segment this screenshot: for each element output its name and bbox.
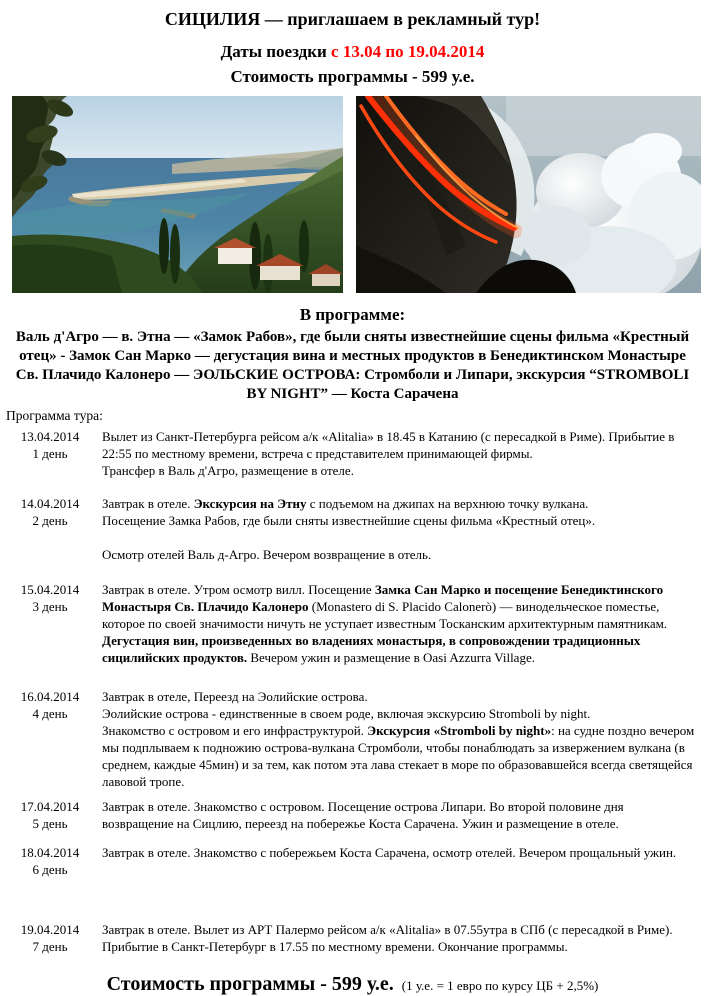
itinerary-row	[6, 844, 699, 878]
day-date-column	[6, 581, 94, 666]
day-date: 19.04.2014	[20, 922, 80, 937]
day-number: 7 день	[32, 939, 68, 954]
footer-price-note: (1 у.е. = 1 евро по курсу ЦБ + 2,5%)	[401, 978, 599, 993]
day-number: 1 день	[32, 446, 68, 461]
trip-dates-line	[6, 42, 699, 62]
itinerary-row	[6, 688, 699, 790]
day-description: Вылет из Санкт-Петербурга рейсом а/к «Alitalia» в 18.45 в Катанию (с пересадкой в Риме). Прибытие в 22:55 по местному времени, встреча с представителем принимающей фирмы. Трансфер в Валь д'Агро, размещение в отеле.	[102, 429, 675, 478]
trip-dates-label: Даты поездки	[220, 42, 332, 61]
itinerary-row	[6, 428, 699, 479]
day-date: 16.04.2014	[20, 689, 80, 704]
stromboli-lava-photo	[356, 96, 701, 293]
day-description: Завтрак в отеле. Знакомство с островом. Посещение острова Липари. Во второй половине дня возвращение на Сицлию, переезд на побережье Коста Сарачена. Ужин и размещение в отеле.	[102, 799, 624, 831]
day-date: 14.04.2014	[20, 496, 80, 511]
document-footer	[6, 973, 699, 996]
day-description: Завтрак в отеле. Вылет из АРТ Палермо рейсом а/к «Alitalia» в 07.55утра в СПб (с пересадкой в Риме). Прибытие в Санкт-Петербург в 17.55 по местному времени. Окончание программы.	[102, 922, 673, 954]
day-date-column	[6, 921, 94, 955]
day-date-column	[6, 844, 94, 878]
itinerary-row	[6, 495, 699, 563]
page-title: СИЦИЛИЯ — приглашаем в рекламный тур!	[164, 9, 541, 29]
footer-price: Стоимость программы - 599 у.е.	[106, 973, 394, 995]
itinerary-row	[6, 798, 699, 832]
day-date: 15.04.2014	[20, 582, 80, 597]
day-description: Завтрак в отеле. Экскурсия на Этну с подъемом на джипах на верхнюю точку вулкана. Посещение Замка Рабов, где были сняты известнейшие сцены фильма «Крестный отец». Осмотр отелей Валь д-Агро. Вечером возвращение в отель.	[102, 496, 596, 562]
day-date-column	[6, 688, 94, 790]
trip-dates-value: с 13.04 по 19.04.2014	[331, 42, 485, 61]
day-description: Завтрак в отеле, Переезд на Эолийские острова. Эолийские острова - единственные в своем роде, включая экскурсию Stromboli by night. Знакомство с островом и его инфраструктурой. Экскурсия «Stromboli by night»: на судне поздно вечером мы подплываем к подножию острова-вулкана Стромболи, чтобы понаблюдать за извержением вулкана (в среднем, каждые 45мин) и за тем, как потом эта лава стекает в море по образовавшейся всегда светящейся лавовой тропе.	[102, 689, 695, 789]
day-description: Завтрак в отеле. Знакомство с побережьем Коста Сарачена, осмотр отелей. Вечером прощальный ужин.	[102, 845, 677, 860]
day-description: Завтрак в отеле. Утром осмотр вилл. Посещение Замка Сан Марко и посещение Бенедиктинского Монастыря Св. Плачидо Калонеро (Monastero di S. Placido Calonerò) — винодельческое поместье, которое по своей значимости ничуть не уступает известным Тосканским архитектурным памятникам. Дегустация вин, произведенных во владениях монастыря, в сопровождении традиционных сицилийских продуктов. Вечером ужин и размещение в Oasi Azzurra Village.	[102, 582, 668, 665]
program-heading: В программе:	[299, 305, 406, 324]
day-number: 2 день	[32, 513, 68, 528]
photo-row	[12, 96, 699, 293]
day-number: 3 день	[32, 599, 68, 614]
itinerary-row	[6, 581, 699, 666]
day-date: 13.04.2014	[20, 429, 80, 444]
day-number: 6 день	[32, 862, 68, 877]
day-date: 18.04.2014	[20, 845, 80, 860]
tour-program-label: Программа тура:	[6, 408, 103, 423]
taormina-bay-photo	[12, 96, 343, 293]
document-header	[6, 9, 699, 87]
day-date-column	[6, 495, 94, 563]
day-number: 4 день	[32, 706, 68, 721]
program-summary: Валь д'Агро — в. Этна — «Замок Рабов», где были сняты известнейшие сцены фильма «Крестный отец» - Замок Сан Марко — дегустация вина и местных продуктов в Бенедиктинском Монастыре Св. Плачидо Калонеро — ЭОЛЬСКИЕ ОСТРОВА: Стромболи и Липари, экскурсия “STROMBOLI BY NIGHT” — Коста Сарачена	[15, 329, 690, 402]
itinerary-row	[6, 921, 699, 955]
itinerary	[6, 428, 699, 955]
day-date: 17.04.2014	[20, 799, 80, 814]
price-line-top: Стоимость программы - 599 у.е.	[230, 67, 475, 86]
day-date-column	[6, 798, 94, 832]
day-date-column	[6, 428, 94, 479]
day-number: 5 день	[32, 816, 68, 831]
